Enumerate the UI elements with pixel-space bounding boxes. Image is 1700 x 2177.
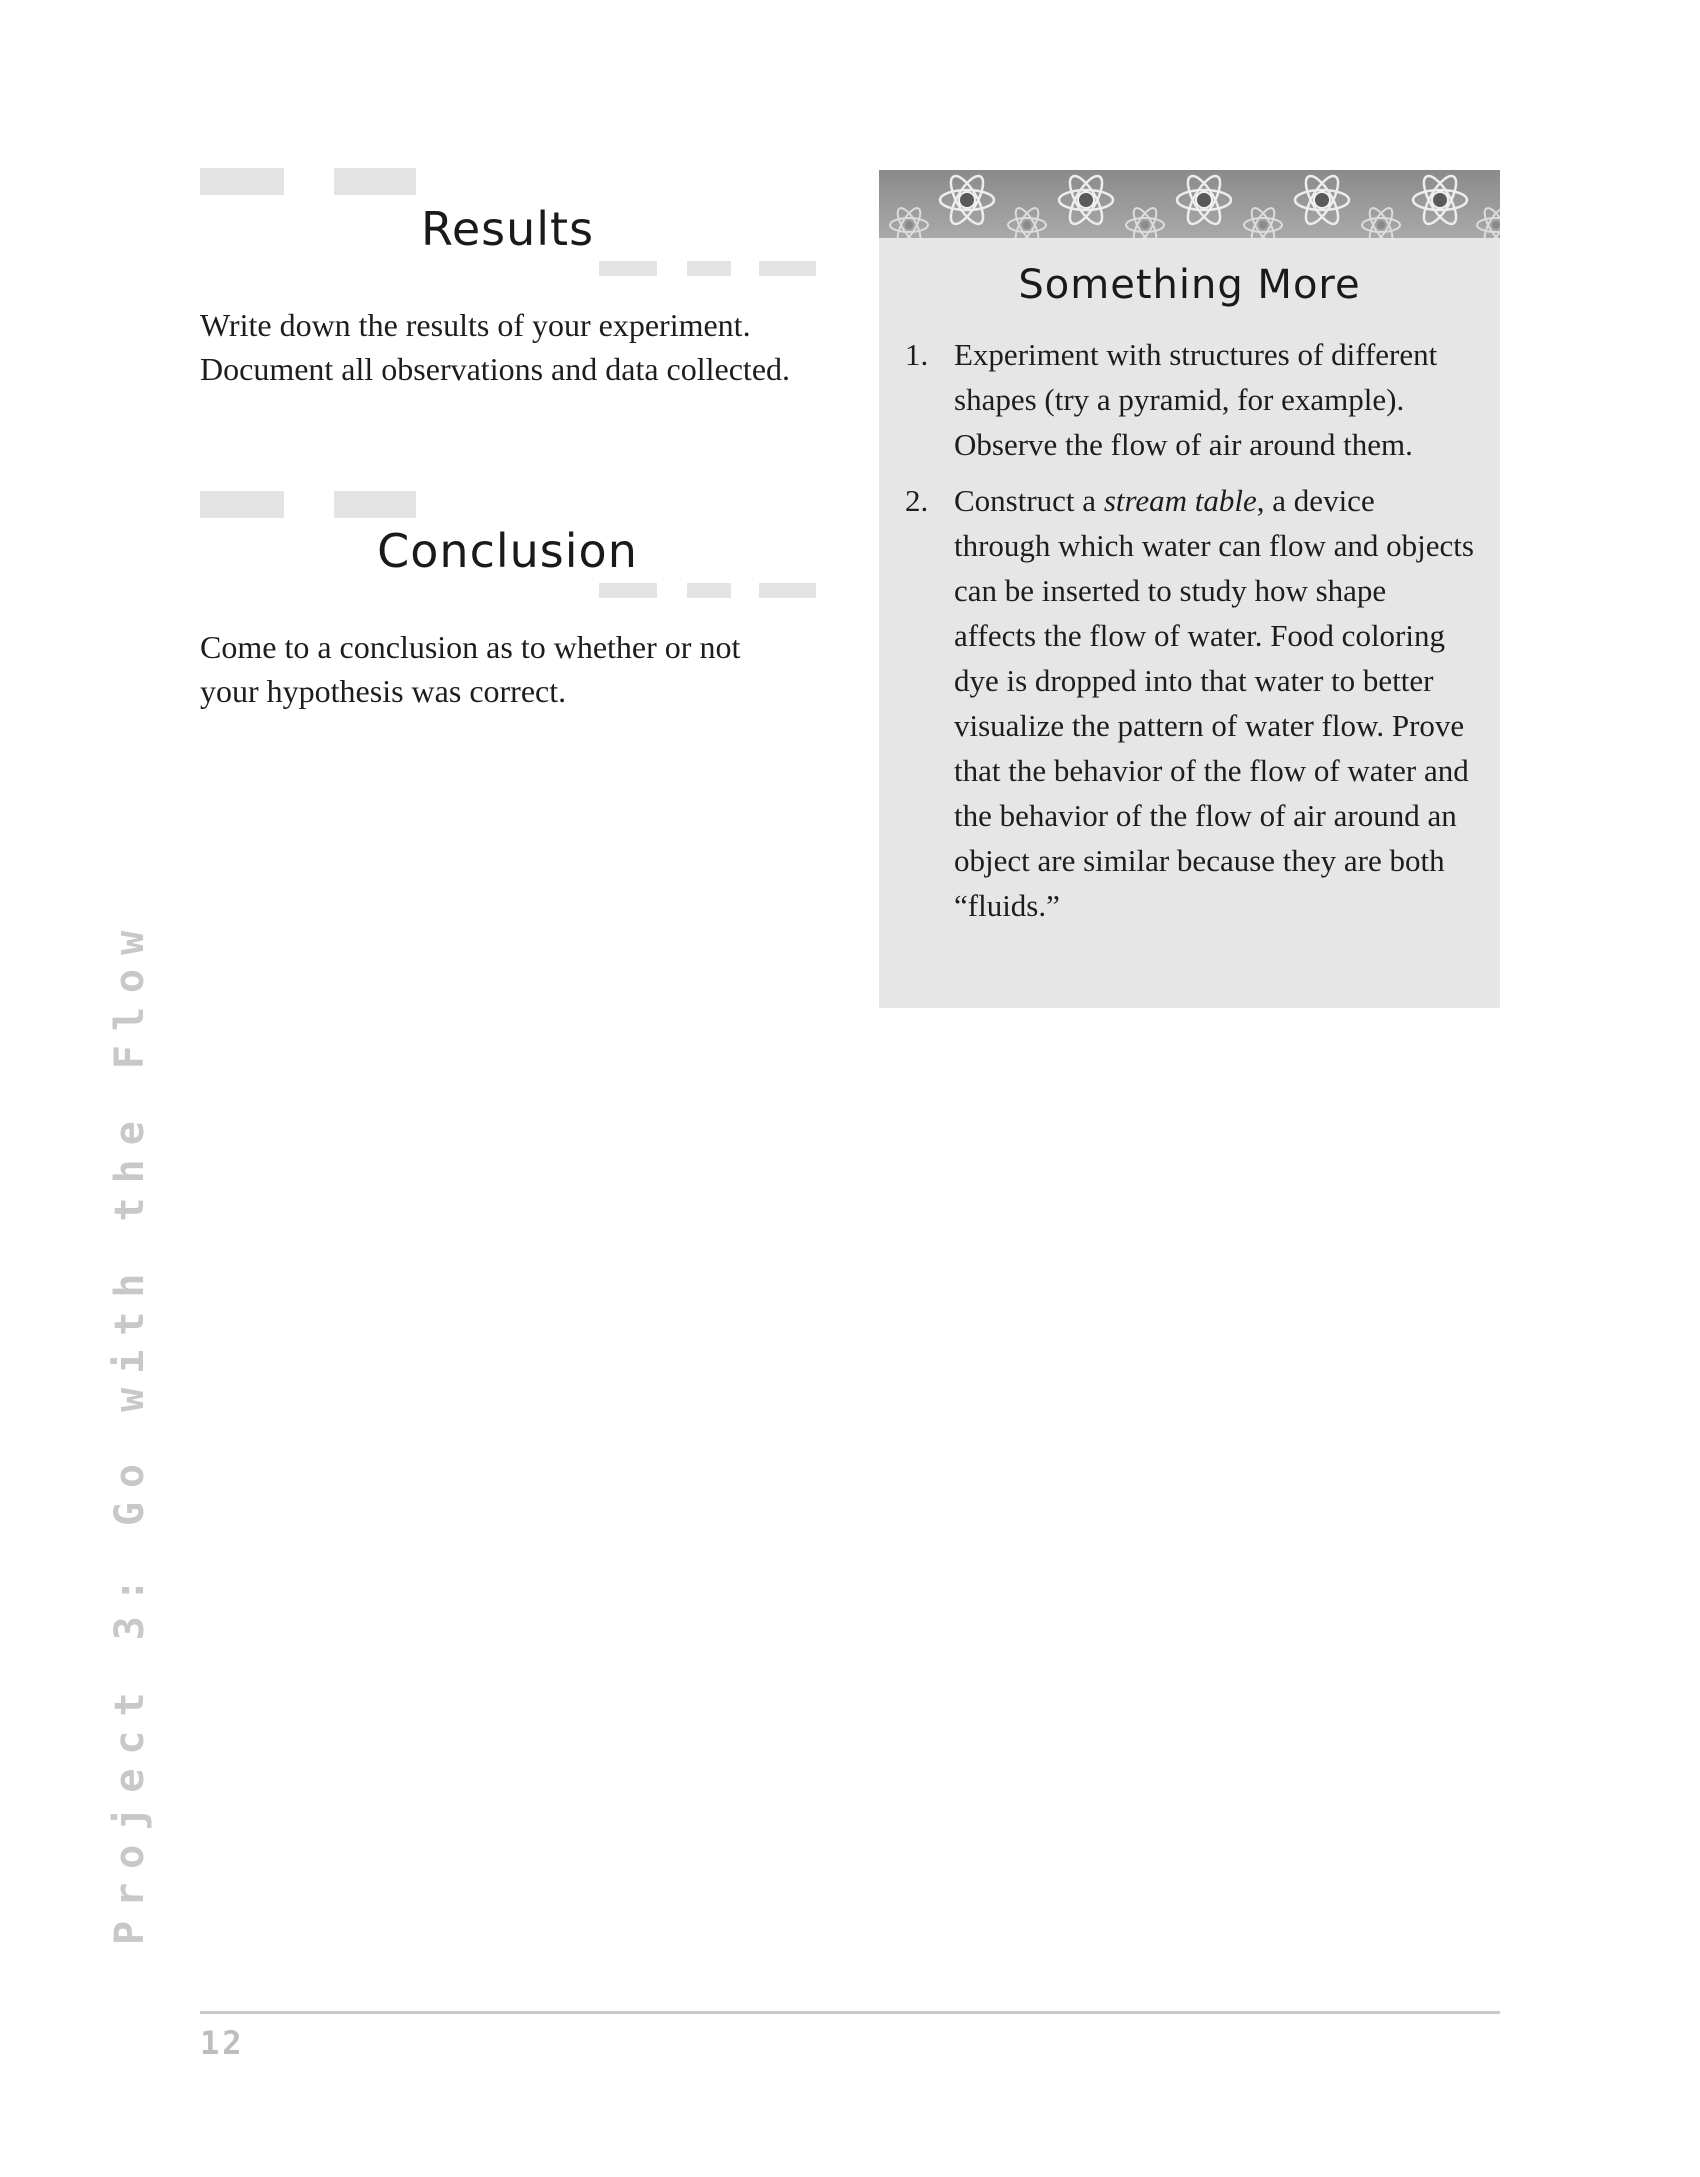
activity-list [905,332,1475,939]
heading-decoration-bar [334,491,416,518]
heading-decoration-bar [200,168,284,195]
heading-decoration-bar [599,583,657,598]
atom-icon [1126,205,1164,238]
heading-decoration-bar [759,261,816,276]
sidebar-title: Something More [1018,262,1361,308]
atom-icon [940,172,994,229]
stream-table-term: stream table [1103,483,1257,518]
list-item [905,332,1475,467]
list-item-number: 2. [905,483,929,518]
list-item-text: Experiment with structures of different shapes (try a pyramid, for example). Observe the flow of air around them. [954,337,1438,462]
results-text: Write down the results of your experiment. Document all observations and data collected. [200,307,791,387]
conclusion-text: Come to a conclusion as to whether or not your hypothesis was correct. [200,629,741,709]
atom-icon [1362,205,1400,238]
heading-decoration-bar [759,583,816,598]
list-item-text-start: Construct a [954,483,1104,518]
atom-icon [890,205,928,238]
heading-decoration-bar [687,261,731,276]
list-item [905,478,1475,928]
list-item-text-rest: , a device through which water can flow and objects can be inserted to study how shape affects the flow of water. Food coloring dye is dropped into that water to better visualize the pattern of water flow. Prove that the behavior of the flow of water and the behavior of the flow of air around an object are similar because they are both “fluids.” [954,483,1474,923]
something-more-sidebar [879,170,1500,1008]
atom-icon [1059,172,1113,229]
heading-decoration-bar [334,168,416,195]
heading-decoration-bar [200,491,284,518]
footer-rule [200,2011,1500,2014]
atom-icon [1177,172,1231,229]
conclusion-heading: Conclusion [377,524,638,578]
results-heading: Results [420,202,595,256]
heading-decoration-bar [599,261,657,276]
list-item-text [954,483,1474,923]
atom-icon [1413,172,1467,229]
atom-icon [1008,205,1046,238]
atom-icon [1244,205,1282,238]
heading-decoration-bar [687,583,731,598]
running-title: Project 3: Go with the Flow [107,916,153,1945]
list-item-number: 1. [905,337,929,372]
atom-icon [1295,172,1349,229]
atom-pattern-banner [879,170,1500,238]
page-number: 12 [200,2024,245,2062]
atom-icon [1477,205,1500,238]
